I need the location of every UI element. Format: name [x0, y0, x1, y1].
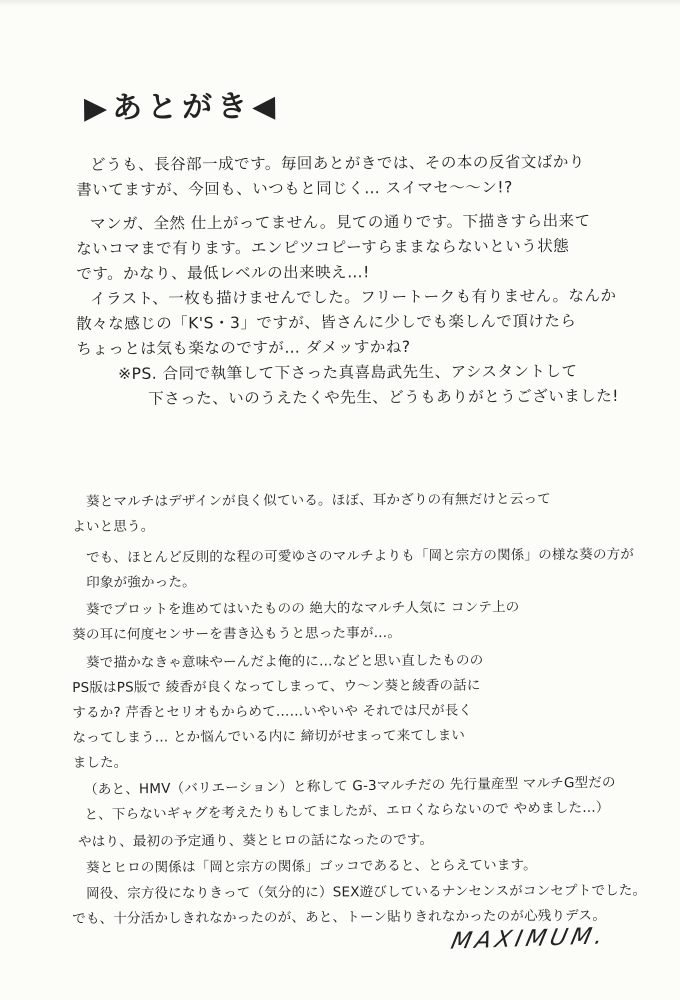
- handwritten-line: 書いてますが、今回も、いつもと同じく… スイマセ〜〜ン!?: [76, 178, 513, 199]
- handwritten-line: でも、ほとんど反則的な程の可愛ゆさのマルチよりも「岡と宗方の関係」の様な葵の方が: [86, 546, 635, 566]
- paragraph-ps: [118, 359, 619, 412]
- handwritten-line: やはり、最初の予定通り、葵とヒロの話になったのです。: [78, 831, 434, 850]
- handwritten-line: ました。: [72, 754, 128, 771]
- handwritten-line: よいと思う。: [72, 518, 155, 535]
- handwritten-line: なってしまう… とか悩んでいる内に 締切がせまって来てしまい: [72, 727, 466, 746]
- page-title: ▶あとがき◀: [83, 88, 281, 127]
- handwritten-line: 葵とマルチはデザインが良く似ている。ほぼ、耳かざりの有無だけと云って: [86, 491, 551, 510]
- handwritten-line: 葵で描かなきゃ意味やーんだよ俺的に…などと思い直したものの: [86, 652, 484, 671]
- handwritten-line: イラスト、一枚も描けませんでした。フリートークも有りません。なんか: [90, 286, 617, 308]
- handwritten-line: どうも、長谷部一成です。毎回あとがきでは、その本の反省文ばかり: [90, 152, 585, 174]
- handwritten-line: 葵でプロットを進めてはいたものの 絶大的なマルチ人気に コンテ上の: [86, 599, 520, 618]
- handwritten-line: です。かなり、最低レベルの出来映え…!: [76, 263, 370, 283]
- paragraph-rethink: [72, 648, 484, 776]
- paragraph-aoi-multi-design: [72, 487, 551, 540]
- author-signature: MAXIMUM.: [448, 923, 610, 955]
- paragraph-plot: [72, 595, 520, 648]
- handwritten-line: ※PS. 合同で執筆して下さった真喜島武先生、アシスタントして: [118, 362, 578, 383]
- handwritten-line: マンガ、全然 仕上がってません。見ての通りです。下描きすら出来て: [90, 211, 591, 233]
- handwritten-line: でも、十分活かしきれなかったのが、あと、トーン貼りきれなかったのが心残りデス。: [72, 907, 607, 927]
- paragraph-manga-status: [76, 209, 591, 287]
- handwritten-line: （あと、HMV（バリエーション）と称して G-3マルチだの 先行量産型 マルチG型だの: [84, 774, 616, 798]
- scan-artifact: [0, 0, 680, 6]
- handwritten-line: ちょっとは気も楽なのですが… ダメッすかね?: [76, 337, 411, 358]
- handwritten-line: 印象が強かった。: [86, 574, 196, 591]
- handwritten-line: 散々な感じの「K'S・3」ですが、皆さんに少しでも楽しんで頂けたら: [76, 311, 577, 333]
- handwritten-line: 葵の耳に何度センサーを書き込もうと思った事が…。: [72, 624, 402, 643]
- handwritten-line: 葵とヒロの関係は「岡と宗方の関係」ゴッコであると、とらえています。: [86, 857, 537, 876]
- paragraph-final-plan: [78, 828, 433, 855]
- paragraph-aoi-hiro: [86, 853, 537, 881]
- paragraph-illust: [76, 284, 617, 362]
- handwritten-line: と、下らないギャグを考えたりもしてましたが、エロくならないので やめました…）: [84, 799, 610, 823]
- paragraph-concept: [72, 878, 646, 932]
- handwritten-line: ないコマまで有ります。エンピツコピーすらままならないという状態: [76, 236, 570, 258]
- handwritten-line: PS版はPS版で 綾香が良くなってしまって、ウ〜ン葵と綾香の話に: [72, 677, 481, 696]
- handwritten-line: 岡役、宗方役になりきって（気分的に）SEX遊びしているナンセンスがコンセプトでした。: [86, 882, 647, 902]
- paragraph-hmv-gag: [84, 771, 616, 828]
- handwritten-line: 下さった、いのうえたくや先生、どうもありがとうございました!: [148, 386, 619, 408]
- handwritten-line: するか? 芹香とセリオもからめて……いやいや それでは尺が長く: [72, 702, 473, 721]
- paragraph-intro: [76, 150, 585, 203]
- paragraph-impression: [72, 543, 634, 596]
